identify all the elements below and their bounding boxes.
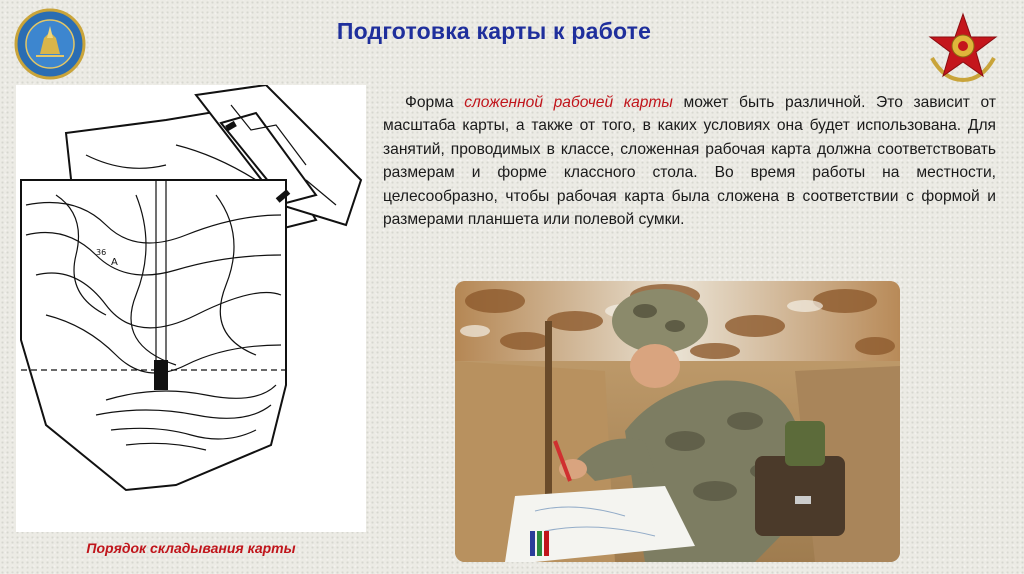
body-paragraph bbox=[383, 91, 996, 231]
page-title-text: Подготовка карты к работе bbox=[336, 18, 652, 44]
body-lead: Форма bbox=[405, 94, 454, 111]
red-star-emblem-icon bbox=[926, 10, 1000, 84]
body-rest: может быть различной. Это зависит от масштаба карты, а также от того, в каких условиях она будет использована. Для занятий, проводимых в классе, сложенная рабочая карта должна соответствовать размерам и форме классного стола. Во время работы на местности, целесообразно, чтобы рабочая карта была сложена в соответствии с формой и размерами планшета или полевой сумки. bbox=[383, 94, 996, 229]
figure-caption: Порядок складывания карты bbox=[86, 540, 296, 556]
map-folding-figure bbox=[16, 85, 366, 532]
body-highlight: сложенной рабочей карты bbox=[464, 94, 673, 111]
svg-text:36: 36 bbox=[96, 248, 107, 257]
soldier-photo bbox=[455, 281, 900, 562]
svg-text:A: A bbox=[111, 257, 118, 268]
page-title bbox=[0, 18, 1024, 45]
